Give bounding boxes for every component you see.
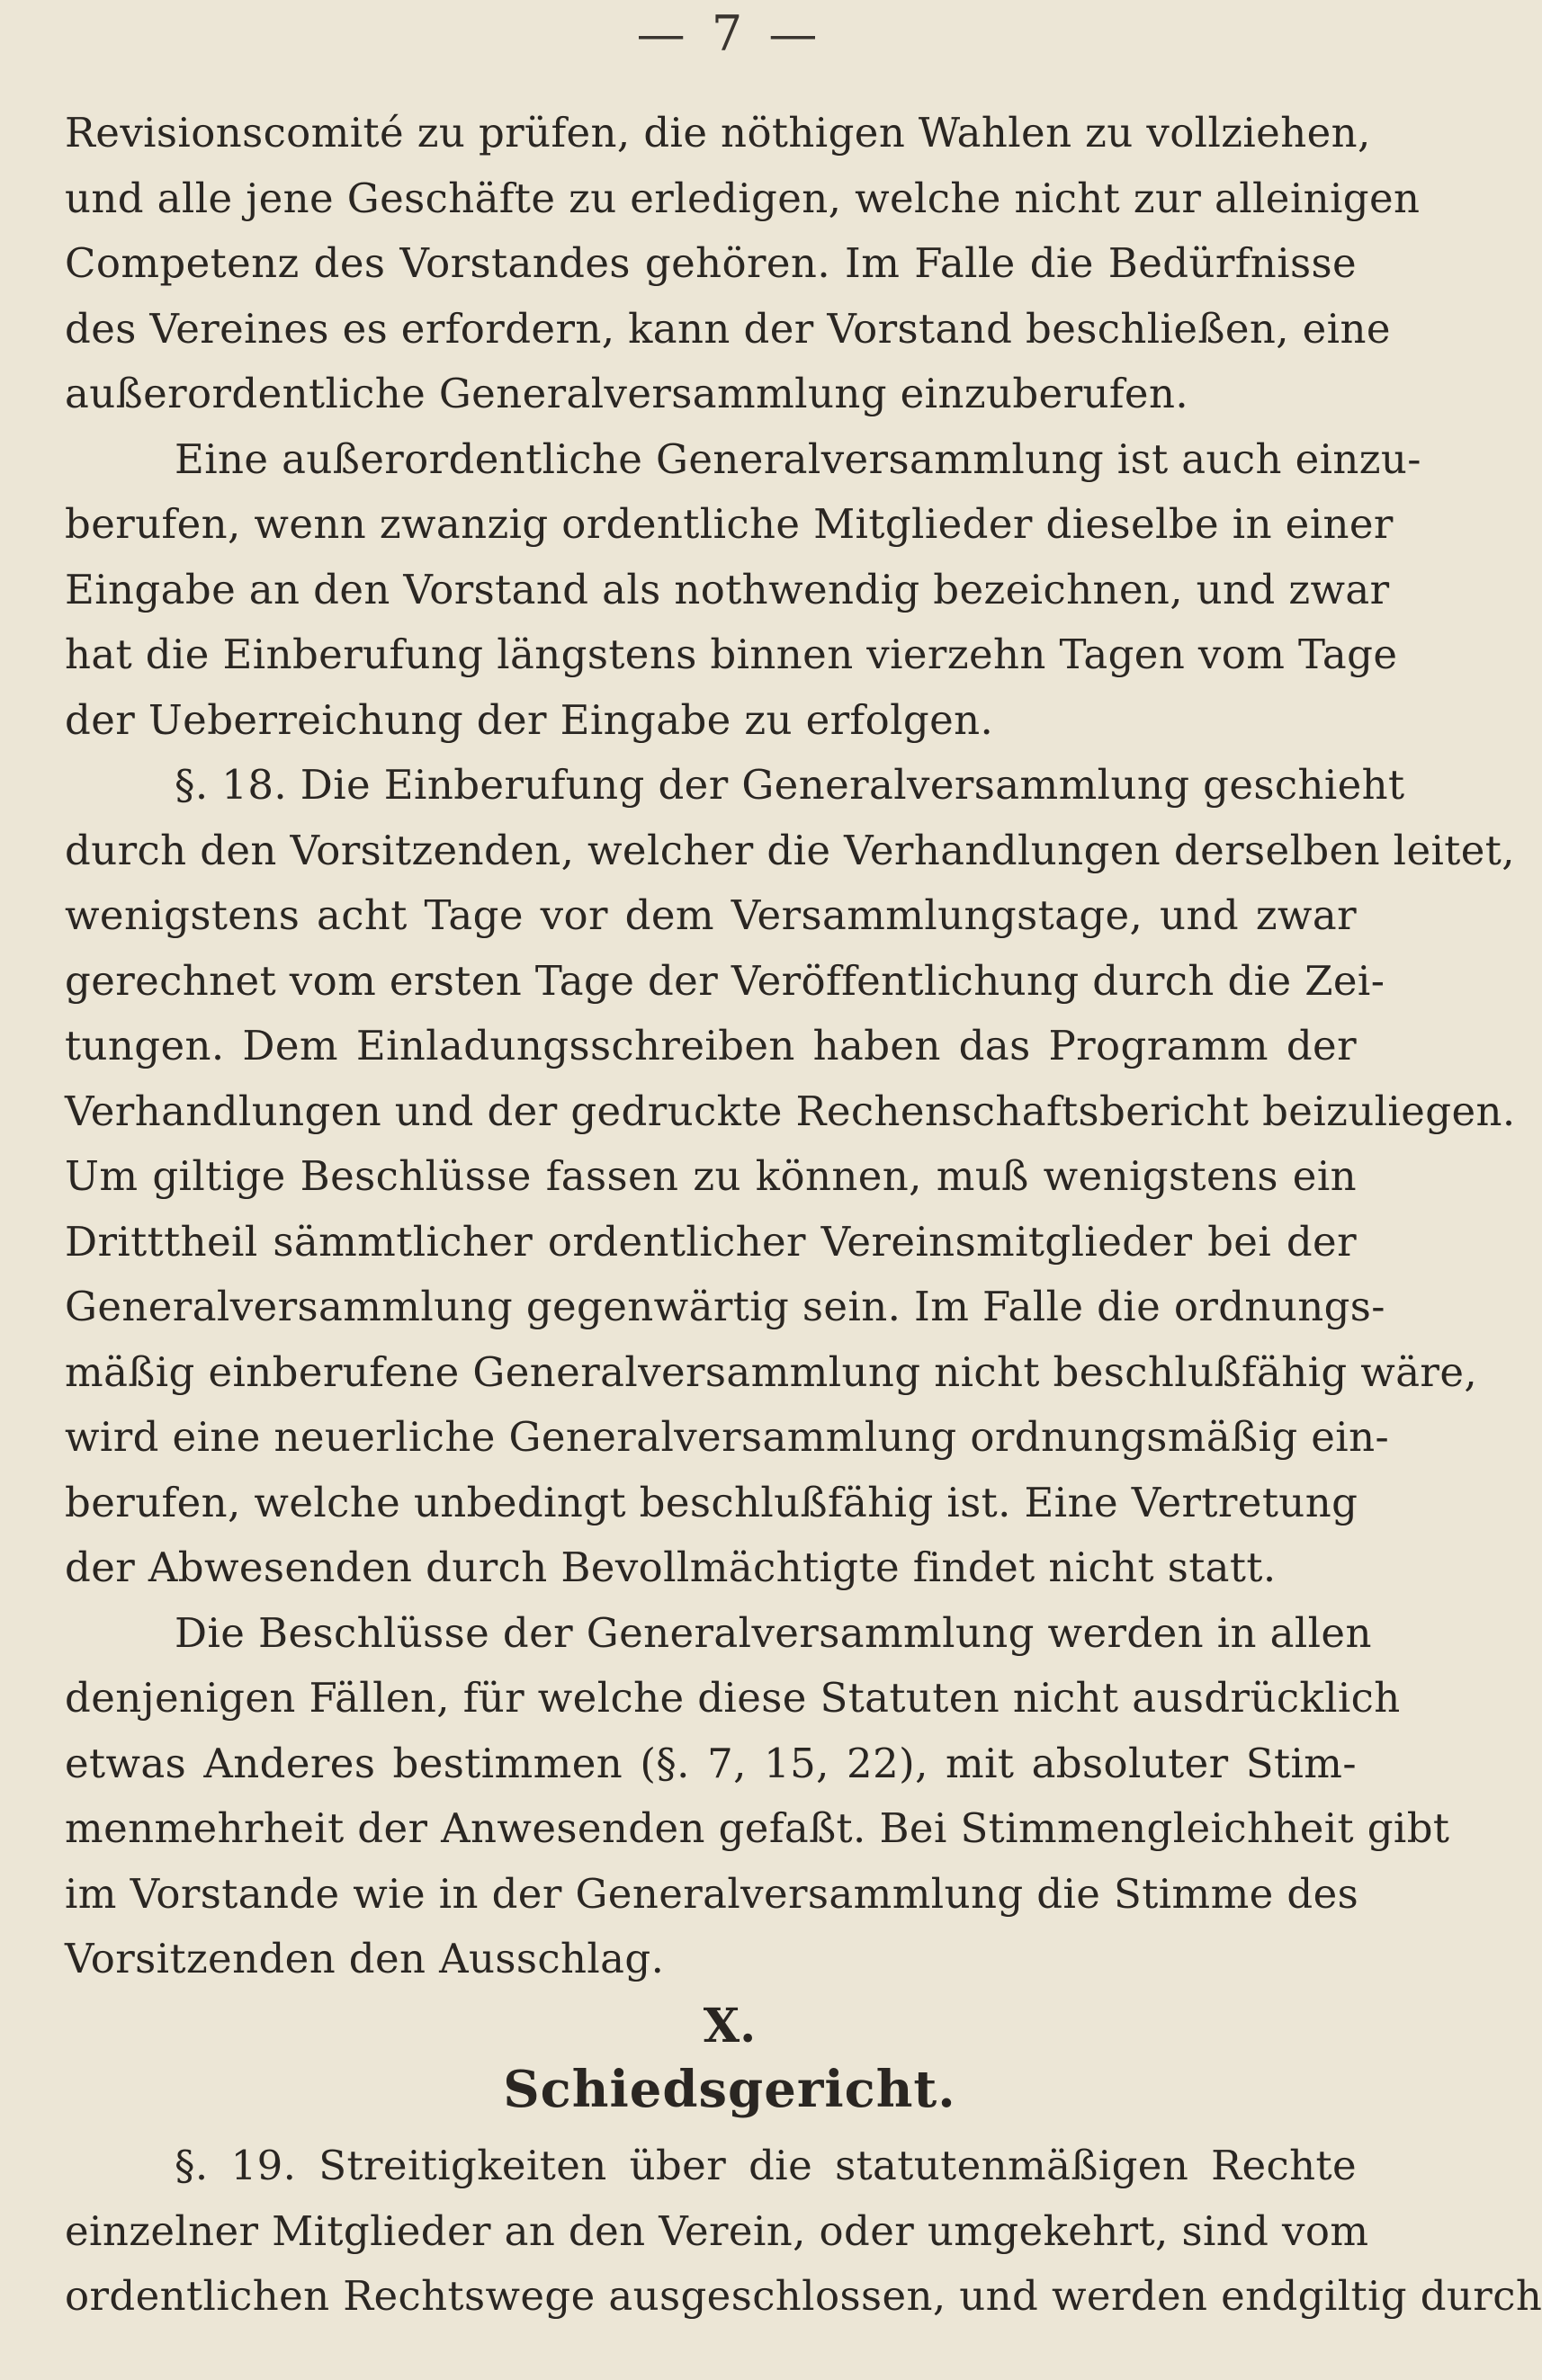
text-line: durch den Vorsitzenden, welcher die Verhandlungen derselben leitet,	[65, 826, 1515, 874]
text-line: Vorsitzenden den Ausschlag.	[65, 1935, 665, 1982]
text-line: der Abwesenden durch Bevollmächtigte findet nicht statt.	[65, 1543, 1277, 1591]
text-line: Verhandlungen und der gedruckte Rechenschaftsbericht beizuliegen.	[65, 1087, 1516, 1135]
text-line: §. 19. Streitigkeiten über die statutenmäßigen Rechte	[175, 2142, 1357, 2189]
section-numeral: X.	[703, 1999, 757, 2053]
text-line: mäßig einberufene Generalversammlung nicht beschlußfähig wäre,	[65, 1347, 1478, 1396]
text-line: denjenigen Fällen, für welche diese Statuten nicht ausdrücklich	[65, 1674, 1401, 1722]
text-line: Generalversammlung gegenwärtig sein. Im Falle die ordnungs-	[65, 1283, 1385, 1330]
text-line: berufen, wenn zwanzig ordentliche Mitglieder dieselbe in einer	[65, 500, 1394, 548]
paragraph	[65, 101, 1421, 427]
text-line: Die Beschlüsse der Generalversammlung werden in allen	[175, 1608, 1372, 1657]
page-number: — 7 —	[636, 5, 823, 62]
body-text-bottom	[65, 2134, 1542, 2330]
text-line: Revisionscomité zu prüfen, die nöthigen Wahlen zu vollziehen,	[65, 109, 1371, 157]
text-line: wenigstens acht Tage vor dem Versammlungstage, und zwar	[65, 891, 1357, 939]
text-line: etwas Anderes bestimmen (§. 7, 15, 22), mit absoluter Stim-	[65, 1739, 1357, 1787]
paragraph	[65, 427, 1421, 754]
paragraph	[65, 2134, 1542, 2330]
text-line: außerordentliche Generalversammlung einzuberufen.	[65, 370, 1189, 417]
text-line: Eine außerordentliche Generalversammlung ist auch einzu-	[175, 434, 1421, 483]
text-line: berufen, welche unbedingt beschlußfähig ist. Eine Vertretung	[65, 1478, 1358, 1526]
text-line: tungen. Dem Einladungsschreiben haben das Programm der	[65, 1022, 1357, 1069]
text-line: Competenz des Vorstandes gehören. Im Falle die Bedürfnisse	[65, 239, 1357, 287]
text-line: ordentlichen Rechtswege ausgeschlossen, und werden endgiltig durch	[65, 2272, 1542, 2320]
text-line: Eingabe an den Vorstand als nothwendig bezeichnen, und zwar	[65, 565, 1390, 613]
text-line: der Ueberreichung der Eingabe zu erfolgen.	[65, 695, 994, 744]
text-line: Dritttheil sämmtlicher ordentlicher Vereinsmitglieder bei der	[65, 1217, 1357, 1266]
text-line: und alle jene Geschäfte zu erledigen, welche nicht zur alleinigen	[65, 174, 1421, 222]
text-line: §. 18. Die Einberufung der Generalversammlung geschieht	[175, 761, 1405, 809]
text-line: Um giltige Beschlüsse fassen zu können, muß wenigstens ein	[65, 1152, 1357, 1200]
paragraph	[65, 1601, 1450, 1992]
section-title: Schiedsgericht.	[503, 2060, 956, 2119]
text-line: hat die Einberufung längstens binnen vierzehn Tagen vom Tage	[65, 631, 1398, 678]
body-text-top	[65, 101, 1516, 1992]
text-line: des Vereines es erfordern, kann der Vorstand beschließen, eine	[65, 304, 1391, 353]
text-line: gerechnet vom ersten Tage der Veröffentlichung durch die Zei-	[65, 956, 1385, 1005]
paragraph	[65, 753, 1516, 1601]
text-line: im Vorstande wie in der Generalversammlung die Stimme des	[65, 1869, 1359, 1918]
text-line: wird eine neuerliche Generalversammlung ordnungsmäßig ein-	[65, 1413, 1390, 1461]
text-line: einzelner Mitglieder an den Verein, oder umgekehrt, sind vom	[65, 2206, 1369, 2255]
text-line: menmehrheit der Anwesenden gefaßt. Bei Stimmengleichheit gibt	[65, 1804, 1450, 1852]
